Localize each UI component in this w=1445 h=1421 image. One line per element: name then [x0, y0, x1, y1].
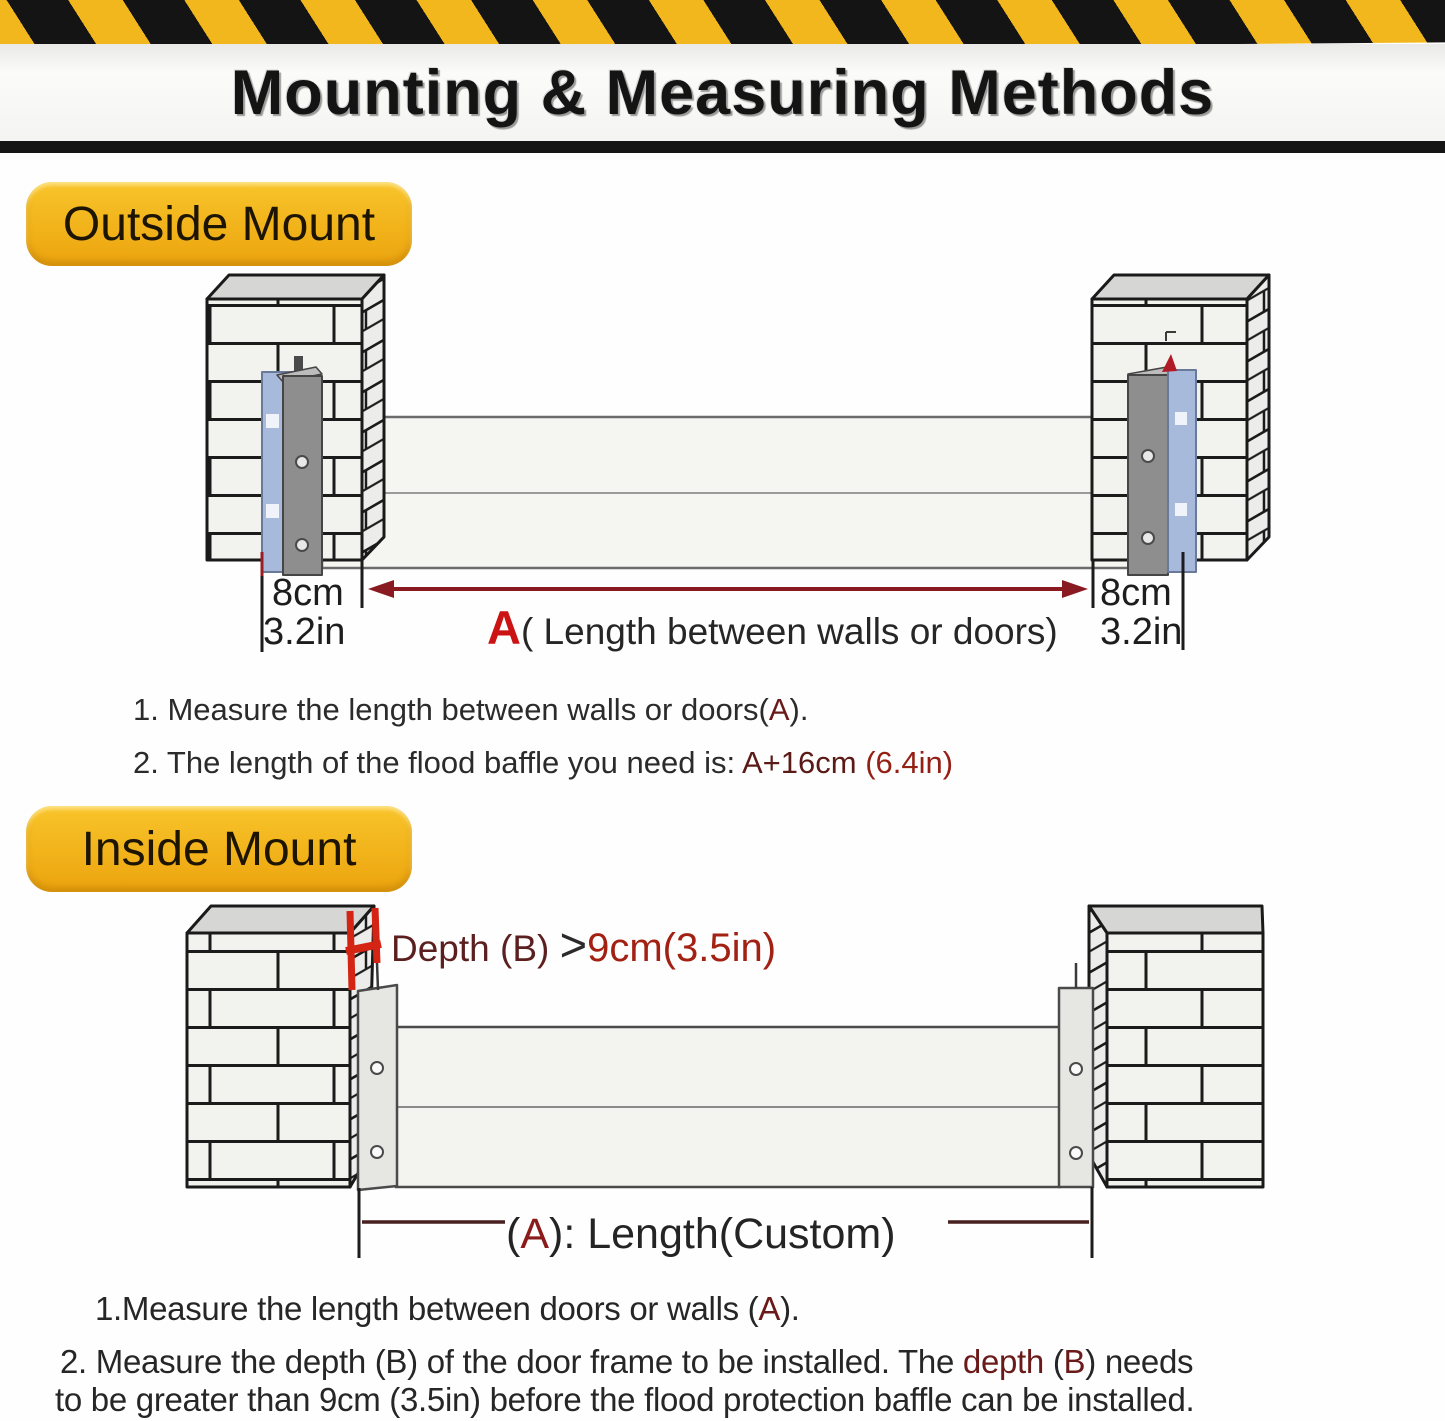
outside-step-2: 2. The length of the flood baffle you need is: A+16cm (6.4in)	[133, 745, 954, 780]
inside-mount-badge	[26, 806, 412, 892]
flood-barrier-panels-inside	[396, 1027, 1060, 1187]
bracket-right-inside	[1059, 963, 1093, 1187]
inside-step-3: to be greater than 9cm (3.5in) before the flood protection baffle can be installed.	[55, 1381, 1195, 1418]
gap-right-in-label: 3.2in	[1100, 611, 1183, 653]
span-length-label: A( Length between walls or doors)	[487, 601, 1058, 654]
mounting-channel-right	[1168, 370, 1196, 572]
page-title: Mounting & Measuring Methods	[230, 57, 1215, 128]
span-variable: A	[487, 601, 521, 654]
banner-underline	[0, 141, 1445, 153]
length-annotation: (A): Length(Custom)	[506, 1210, 896, 1258]
gap-left-cm-label: 8cm	[272, 572, 344, 614]
outside-step-1: 1. Measure the length between walls or doors(A).	[133, 692, 809, 727]
right-pillar-inside	[1059, 906, 1263, 1187]
mounting-bar-right	[1128, 367, 1173, 575]
left-pillar	[207, 275, 384, 575]
dimension-arrow	[368, 580, 1088, 598]
outside-mount-badge-label: Outside Mount	[62, 197, 376, 251]
title-banner	[0, 44, 1445, 141]
inside-step-2: 2. Measure the depth (B) of the door frame to be installed. The depth (B) needs	[60, 1343, 1194, 1380]
mounting-bar-left	[277, 367, 322, 575]
gap-left-in-label: 3.2in	[263, 611, 346, 653]
inside-step-1: 1.Measure the length between doors or walls (A).	[95, 1290, 800, 1327]
bracket-left-inside	[358, 985, 397, 1190]
inside-mount-badge-label: Inside Mount	[81, 822, 357, 876]
flood-barrier-panels	[322, 417, 1131, 568]
outside-mount-badge	[26, 182, 412, 266]
depth-annotation: Depth (B) >9cm(3.5in)	[391, 918, 777, 971]
right-pillar	[1092, 275, 1269, 575]
left-pillar-inside	[187, 906, 397, 1190]
gap-right-cm-label: 8cm	[1100, 572, 1172, 614]
